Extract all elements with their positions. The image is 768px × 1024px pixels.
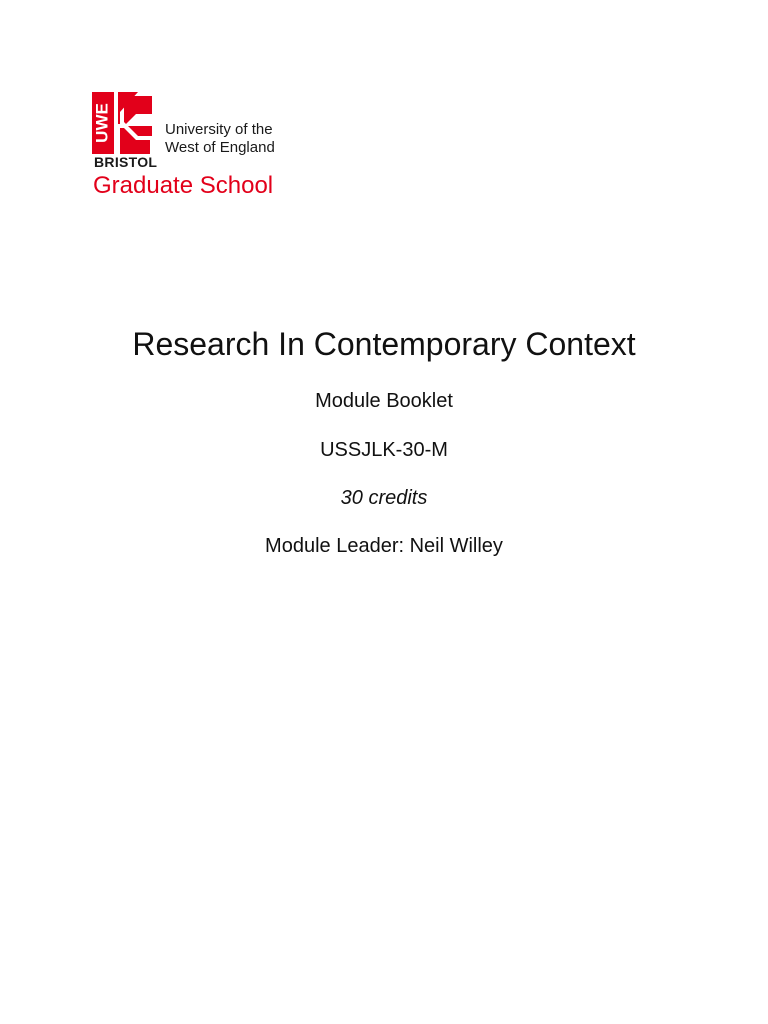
graduate-school-heading: Graduate School: [93, 172, 274, 199]
uwe-logo-text: UWE: [92, 103, 112, 143]
logo-university-name: [165, 121, 275, 157]
logo-university-line-2: West of England: [165, 139, 275, 156]
logo-bristol-label: BRISTOL: [94, 154, 158, 170]
uwe-logo-mark-icon: [92, 92, 156, 154]
document-title-block: [0, 322, 768, 560]
module-leader: Module Leader: Neil Willey: [265, 535, 503, 557]
document-title: Research In Contemporary Context: [132, 326, 636, 362]
document-subtitle: Module Booklet: [315, 390, 453, 412]
module-credits: 30 credits: [340, 487, 428, 509]
module-code: USSJLK-30-M: [320, 439, 448, 461]
logo-university-line-1: University of the: [165, 121, 273, 138]
uwe-logo: [92, 92, 312, 176]
